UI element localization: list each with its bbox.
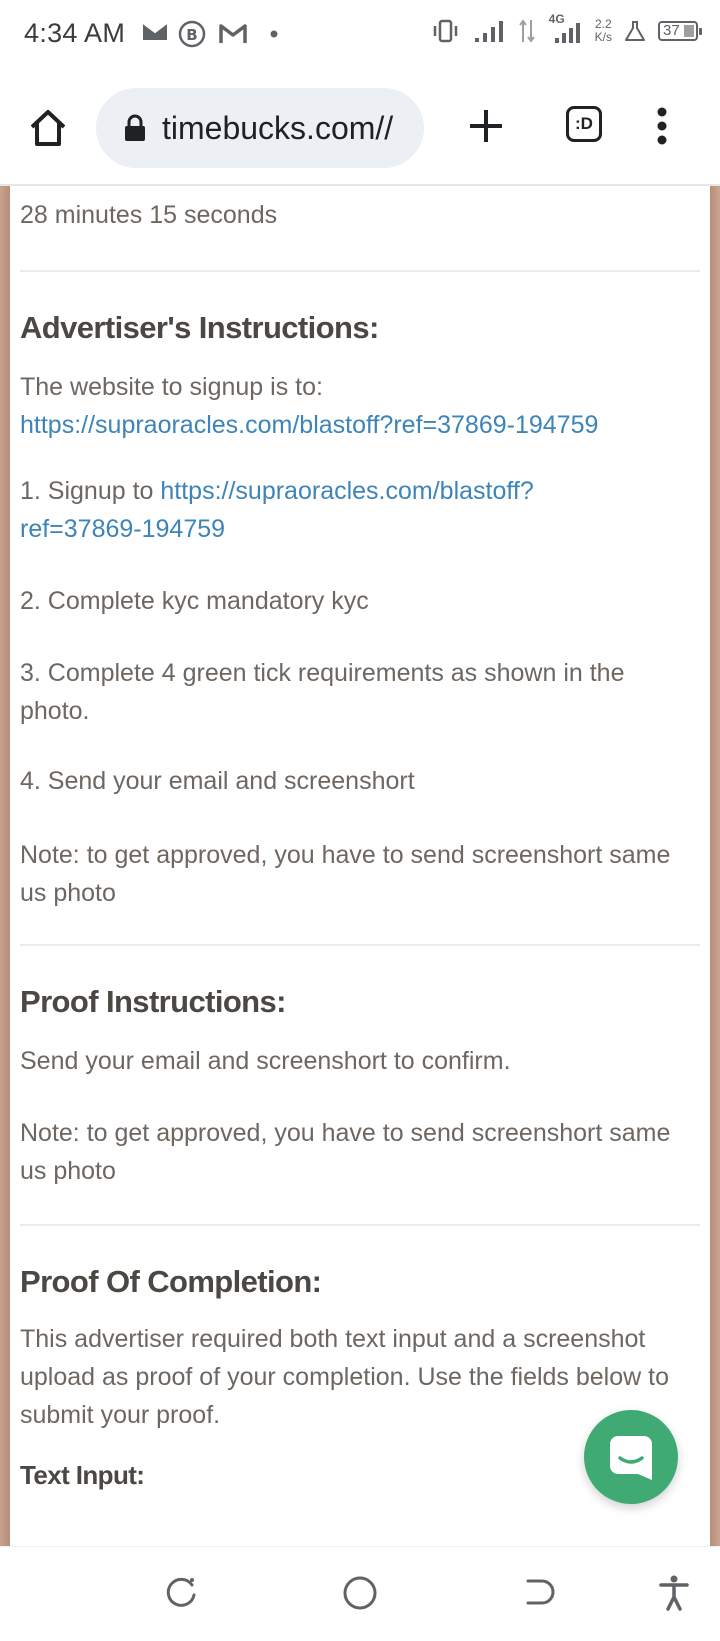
note-1: Note: to get approved, you have to send screenshort same us photo [20,841,671,907]
flask-icon [624,20,646,42]
page-frame-left [0,186,10,1546]
signup-link[interactable]: https://supraoracles.com/blastoff?ref=37869-194759 [20,411,599,439]
speed-unit: K/s [594,30,612,44]
svg-text:B: B [186,26,198,44]
more-vert-icon[interactable] [654,106,670,146]
status-time: 4:34 AM [24,18,126,48]
step-1-link-cont[interactable]: ref=37869-194759 [20,515,226,543]
status-bar [0,0,720,72]
lock-icon [124,114,146,142]
step-1-link[interactable]: https://supraoracles.com/blastoff? [160,477,534,505]
page-content[interactable] [10,186,710,1546]
system-nav-bar [0,1546,720,1641]
accessibility-icon[interactable] [658,1575,690,1611]
gmail-icon [142,20,168,42]
proof-instructions-heading: Proof Instructions: [20,984,286,1019]
chat-icon [608,1434,654,1480]
step-1-text: 1. Signup to [20,477,161,505]
home-icon[interactable] [28,108,68,148]
b-app-icon [178,20,206,48]
network-speed [595,18,612,44]
advertiser-instructions-heading: Advertiser's Instructions: [20,310,379,345]
note-2: Note: to get approved, you have to send screenshort same us photo [20,1119,671,1185]
proof-text: Send your email and screenshort to confirm. [20,1047,511,1075]
completion-text: This advertiser required both text input and a screenshot upload as proof of your completion. Use the fields below to submit your proof. [20,1325,669,1429]
tabs-icon[interactable]: :D [566,106,602,142]
step-1 [20,472,700,548]
speed-value: 2.2 [594,17,612,31]
chat-launcher-button[interactable] [584,1410,678,1504]
divider [20,1224,700,1226]
step-2: 2. Complete kyc mandatory kyc [20,587,369,615]
data-arrows-icon [519,18,535,44]
signal-icon [473,18,507,44]
battery-icon [658,21,698,41]
proof-of-completion-heading: Proof Of Completion: [20,1264,322,1299]
signup-intro: The website to signup is to: [20,373,323,401]
plus-icon[interactable] [468,108,504,144]
url-text: timebucks.com// [162,109,394,146]
time-remaining: 28 minutes 15 seconds [20,201,278,229]
back-icon[interactable] [522,1575,556,1609]
step-4: 4. Send your email and screenshort [20,767,415,795]
vibrate-icon [431,18,461,44]
battery-level: 37 [663,22,680,39]
divider [20,270,700,272]
browser-toolbar [0,72,720,186]
status-right-group [431,12,698,46]
dot-icon [270,30,278,38]
recents-icon[interactable] [164,1575,198,1609]
step-3: 3. Complete 4 green tick requirements as shown in the photo. [20,659,625,725]
url-bar[interactable] [96,88,424,168]
divider [20,944,700,946]
network-type-label: 4G [548,12,565,26]
gmail-outline-icon [218,22,248,46]
text-input-label: Text Input: [20,1460,145,1490]
page-frame-right [710,186,720,1546]
home-circle-icon[interactable] [342,1575,378,1611]
signal-4g-icon [547,12,583,46]
